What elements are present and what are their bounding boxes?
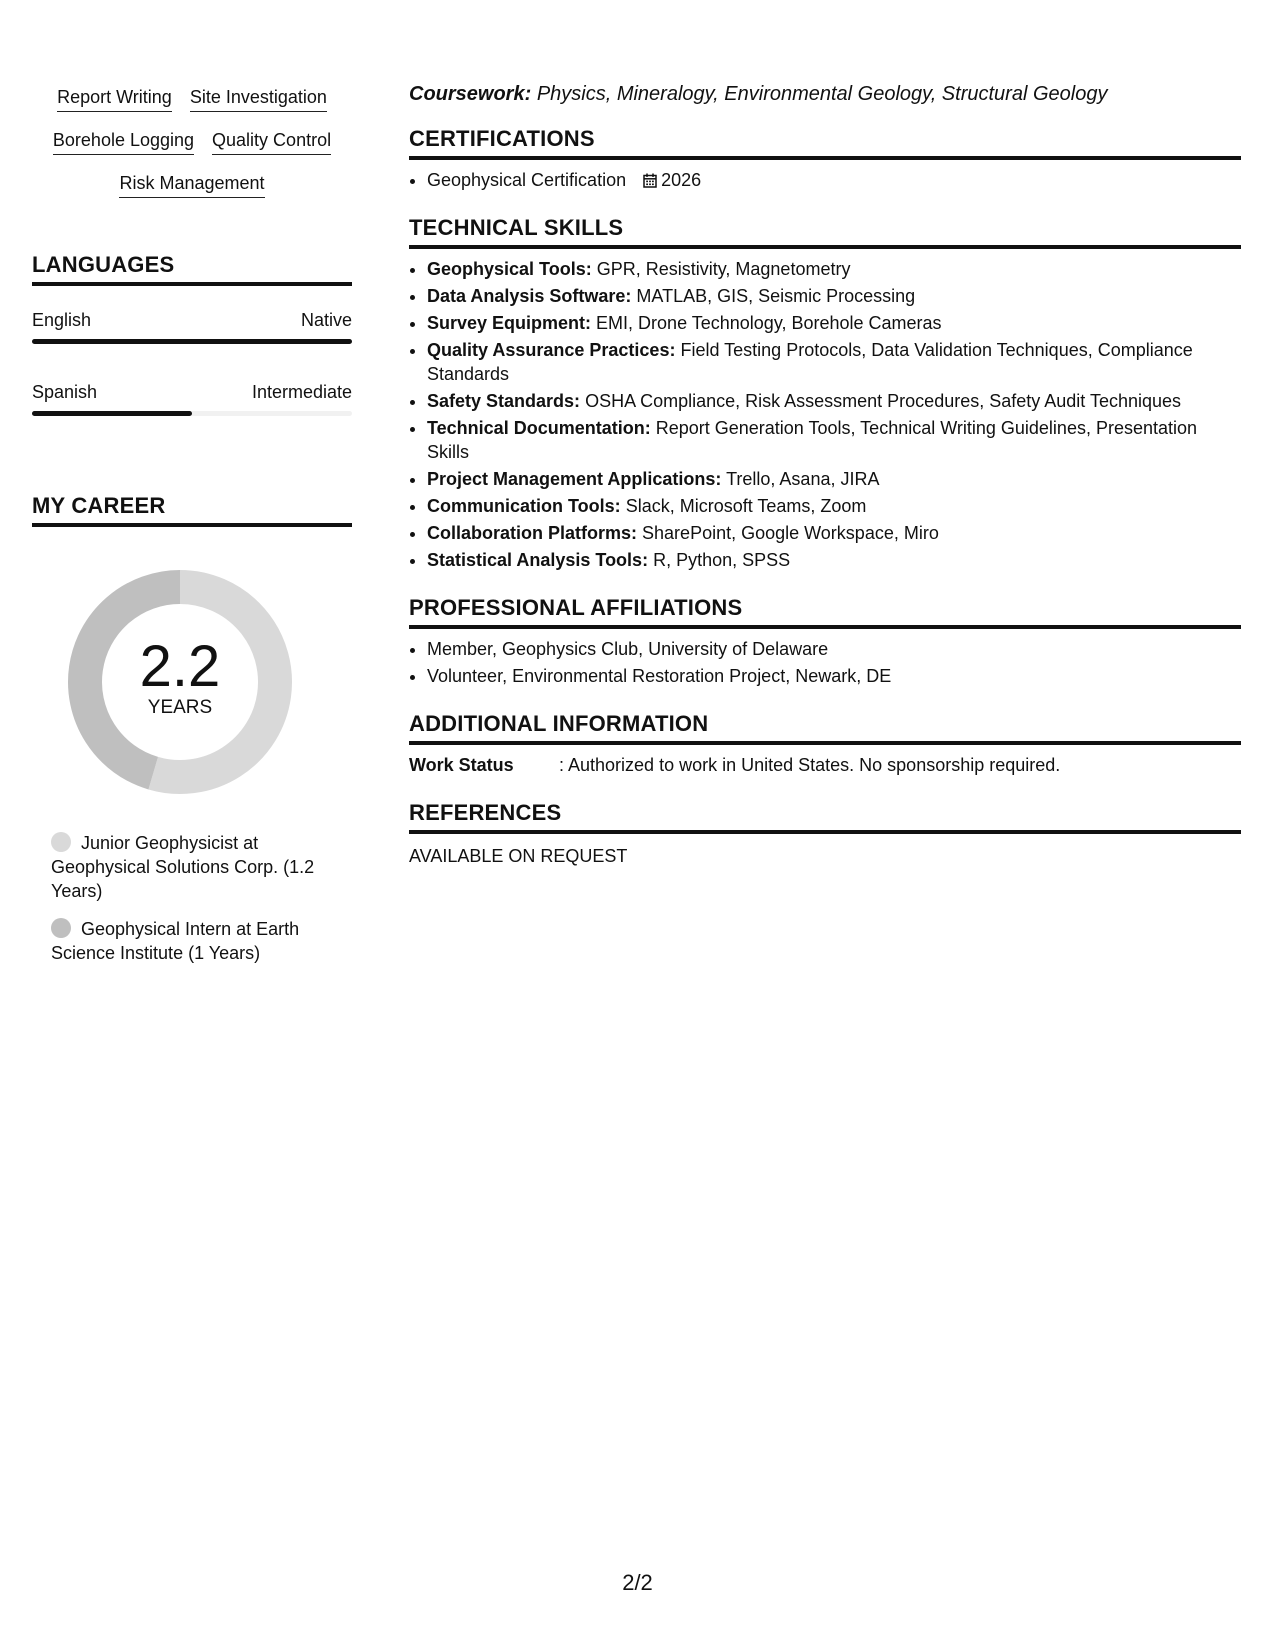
certification-year: 2026: [661, 170, 702, 190]
affiliation-item: • Member, Geophysics Club, University of Delaware: [427, 637, 1241, 661]
left-column: [32, 86, 352, 979]
language-proficiency-bar: [32, 339, 352, 344]
skill-category: Data Analysis Software:: [427, 286, 632, 306]
coursework-text: Physics, Mineralogy, Environmental Geology, Structural Geology: [536, 83, 1108, 105]
affiliations-list: [409, 637, 1241, 688]
language-level: Native: [300, 310, 352, 330]
technical-skill-item: [427, 416, 1241, 464]
language-name: English: [32, 310, 92, 330]
technical-skill-item: [427, 338, 1241, 386]
technical-skill-item: [427, 494, 1241, 518]
certifications-list: [409, 168, 1241, 192]
language-item: [32, 382, 352, 416]
skill-category: Survey Equipment:: [427, 313, 592, 333]
skill-values: OSHA Compliance, Risk Assessment Procedures, Safety Audit Techniques: [585, 391, 1182, 411]
work-status-label: Work Status: [409, 755, 514, 775]
skill-values: Slack, Microsoft Teams, Zoom: [625, 496, 867, 516]
career-years-unit: YEARS: [147, 697, 213, 718]
legend-dot-icon: [51, 832, 71, 852]
calendar-icon: [643, 173, 657, 188]
skill-values: GPR, Resistivity, Magnetometry: [596, 259, 851, 279]
right-column: [409, 80, 1241, 868]
skill-values: EMI, Drone Technology, Borehole Cameras: [596, 313, 942, 333]
skill-tag: Risk Management: [119, 172, 264, 198]
skill-tag: Quality Control: [212, 129, 331, 155]
work-status-value: : Authorized to work in United States. No sponsorship required.: [559, 755, 1061, 775]
technical-skill-item: [427, 467, 1241, 491]
skill-category: Statistical Analysis Tools:: [427, 550, 649, 570]
additional-info-heading: ADDITIONAL INFORMATION: [409, 711, 1241, 745]
skill-category: Collaboration Platforms:: [427, 523, 638, 543]
technical-skill-item: [427, 284, 1241, 308]
page-number: 2/2: [622, 1570, 653, 1595]
skill-tags: [32, 86, 352, 198]
skill-tag: Site Investigation: [190, 86, 327, 112]
technical-skills-heading: TECHNICAL SKILLS: [409, 215, 1241, 249]
work-status-row: [409, 753, 1241, 777]
skill-values: R, Python, SPSS: [653, 550, 791, 570]
coursework: [409, 82, 1241, 106]
language-name: Spanish: [32, 382, 98, 402]
skill-values: MATLAB, GIS, Seismic Processing: [636, 286, 916, 306]
career-legend-item: [51, 831, 331, 903]
skill-values: Field Testing Protocols, Data Validation Techniques, Compliance Standards: [427, 340, 1193, 384]
coursework-label: Coursework:: [409, 83, 532, 105]
skill-values: SharePoint, Google Workspace, Miro: [642, 523, 939, 543]
certification-name: Geophysical Certification: [427, 170, 627, 190]
technical-skill-item: [427, 311, 1241, 335]
language-item: [32, 310, 352, 344]
language-proficiency-fill: [32, 411, 192, 416]
career-heading: MY CAREER: [32, 493, 352, 527]
certification-item: [427, 168, 1241, 192]
technical-skill-item: [427, 548, 1241, 572]
skill-category: Communication Tools:: [427, 496, 621, 516]
references-text: AVAILABLE ON REQUEST: [409, 846, 628, 866]
skill-values: Report Generation Tools, Technical Writing Guidelines, Presentation Skills: [427, 418, 1198, 462]
skill-category: Geophysical Tools:: [427, 259, 592, 279]
career-legend: [51, 831, 331, 965]
technical-skill-item: [427, 389, 1241, 413]
career-job-label: Geophysical Intern at Earth Science Institute (1 Years): [51, 919, 300, 963]
skill-category: Safety Standards:: [427, 391, 581, 411]
skill-category: Project Management Applications:: [427, 469, 722, 489]
skill-category: Technical Documentation:: [427, 418, 651, 438]
languages-heading: LANGUAGES: [32, 252, 352, 286]
career-donut-chart: [67, 569, 293, 795]
references-heading: REFERENCES: [409, 800, 1241, 834]
legend-dot-icon: [51, 918, 71, 938]
career-legend-item: [51, 917, 331, 965]
affiliations-heading: PROFESSIONAL AFFILIATIONS: [409, 595, 1241, 629]
affiliation-item: • Volunteer, Environmental Restoration Project, Newark, DE: [427, 664, 1241, 688]
career-job-label: Junior Geophysicist at Geophysical Solutions Corp. (1.2 Years): [51, 833, 315, 901]
skill-values: Trello, Asana, JIRA: [726, 469, 880, 489]
certifications-heading: CERTIFICATIONS: [409, 126, 1241, 160]
language-proficiency-fill: [32, 339, 352, 344]
technical-skills-list: [409, 257, 1241, 572]
skill-tag: Report Writing: [57, 86, 172, 112]
language-proficiency-bar: [32, 411, 352, 416]
language-level: Intermediate: [251, 382, 352, 402]
technical-skill-item: [427, 521, 1241, 545]
technical-skill-item: [427, 257, 1241, 281]
skill-category: Quality Assurance Practices:: [427, 340, 676, 360]
career-total-years: 2.2: [139, 634, 221, 699]
skill-tag: Borehole Logging: [53, 129, 194, 155]
